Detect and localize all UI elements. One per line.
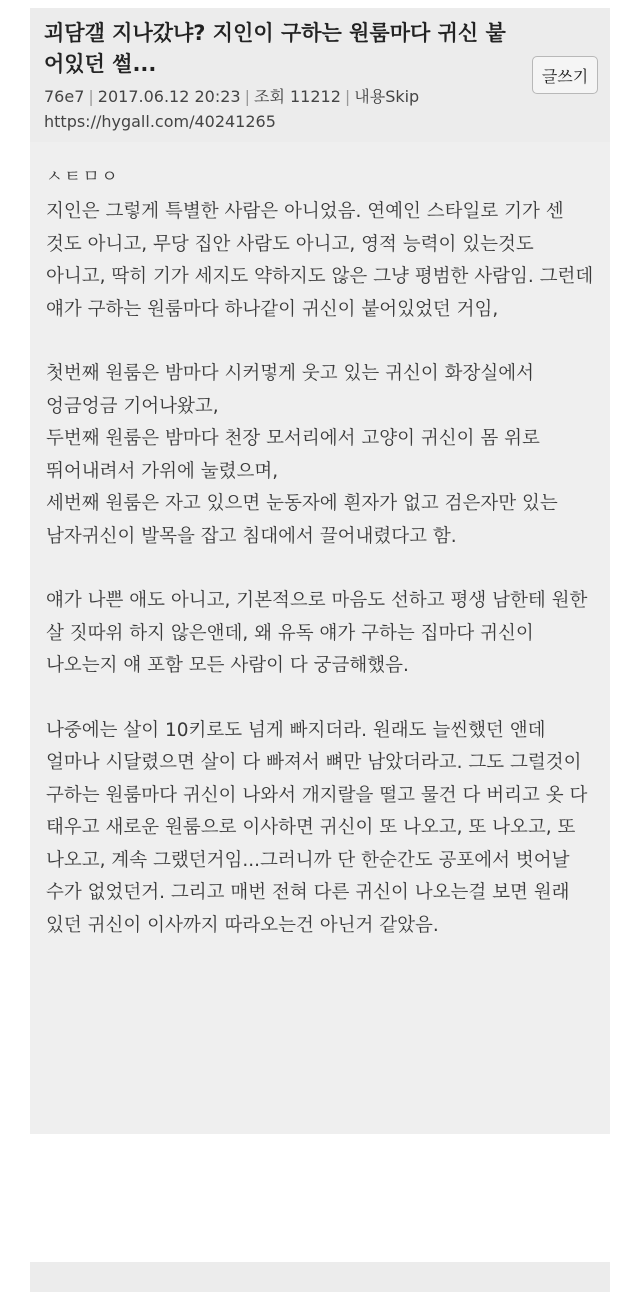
post-header	[30, 8, 610, 142]
post-title: 괴담갤 지나갔냐? 지인이 구하는 원룸마다 귀신 붙어있던 썰...	[44, 21, 506, 76]
meta-separator: |	[88, 87, 94, 106]
paragraph-5: 얘가 나쁜 애도 아니고, 기본적으로 마음도 선하고 평생 남한테 원한 살 짓따위 하지 않은앤데, 왜 유독 얘가 구하는 집마다 귀신이 나오는지 얘 포함 모든 사람이 다 궁금해했음.	[46, 590, 588, 676]
paragraph-6: 나중에는 살이 10키로도 넘게 빠지더라. 원래도 늘씬했던 앤데 얼마나 시달렸으면 살이 다 빠져서 뼈만 남았더라고. 그도 그럴것이 구하는 원룸마다 귀신이 나와서 개지랄을 떨고 물건 다 버리고 옷 다 태우고 새로운 원룸으로 이사하면 귀신이 또 나오고, 또 나오고, 또 나오고, 계속 그랬던거임...그러니까 단 한순간도 공포에서 벗어날 수가 없었던거. 그리고 매번 전혀 다른 귀신이 나오는걸 보면 원래 있던 귀신이 이사까지 따라오는건 아닌거 같았음.	[46, 719, 588, 936]
author-id[interactable]: 76e7	[44, 87, 85, 106]
paragraph-3: 두번째 원룸은 밤마다 천장 모서리에서 고양이 귀신이 몸 위로 뛰어내려서 가위에 눌렸으며,	[46, 428, 540, 482]
next-section-preview	[30, 1262, 610, 1292]
post-url[interactable]: https://hygall.com/40241265	[44, 112, 276, 131]
meta-separator: |	[244, 87, 250, 106]
post-meta	[44, 84, 596, 110]
post-date: 2017.06.12 20:23	[97, 87, 241, 106]
write-button[interactable]: 글쓰기	[532, 56, 598, 94]
meta-separator: |	[344, 87, 351, 106]
paragraph-2: 첫번째 원룸은 밤마다 시커멓게 웃고 있는 귀신이 화장실에서 엉금엉금 기어나왔고,	[46, 363, 534, 417]
view-count: 조회 11212	[253, 87, 341, 106]
paragraph-1: 지인은 그렇게 특별한 사람은 아니었음. 연예인 스타일로 기가 센 것도 아니고, 무당 집안 사람도 아니고, 영적 능력이 있는것도 아니고, 딱히 기가 세지도 약하지도 않은 그냥 평범한 사람임. 그런데 얘가 구하는 원룸마다 하나같이 귀신이 붙어있었던 거임,	[46, 201, 594, 320]
post-body	[30, 142, 610, 1134]
intro-text: ㅅㅌㅁㅇ	[46, 167, 120, 187]
paragraph-gap	[46, 326, 595, 358]
skip-content-link[interactable]: 내용Skip	[354, 87, 420, 106]
paragraph-gap	[46, 553, 595, 585]
paragraph-gap	[46, 683, 595, 715]
paragraph-4: 세번째 원룸은 자고 있으면 눈동자에 흰자가 없고 검은자만 있는 남자귀신이 발목을 잡고 침대에서 끌어내렸다고 함.	[46, 493, 558, 547]
